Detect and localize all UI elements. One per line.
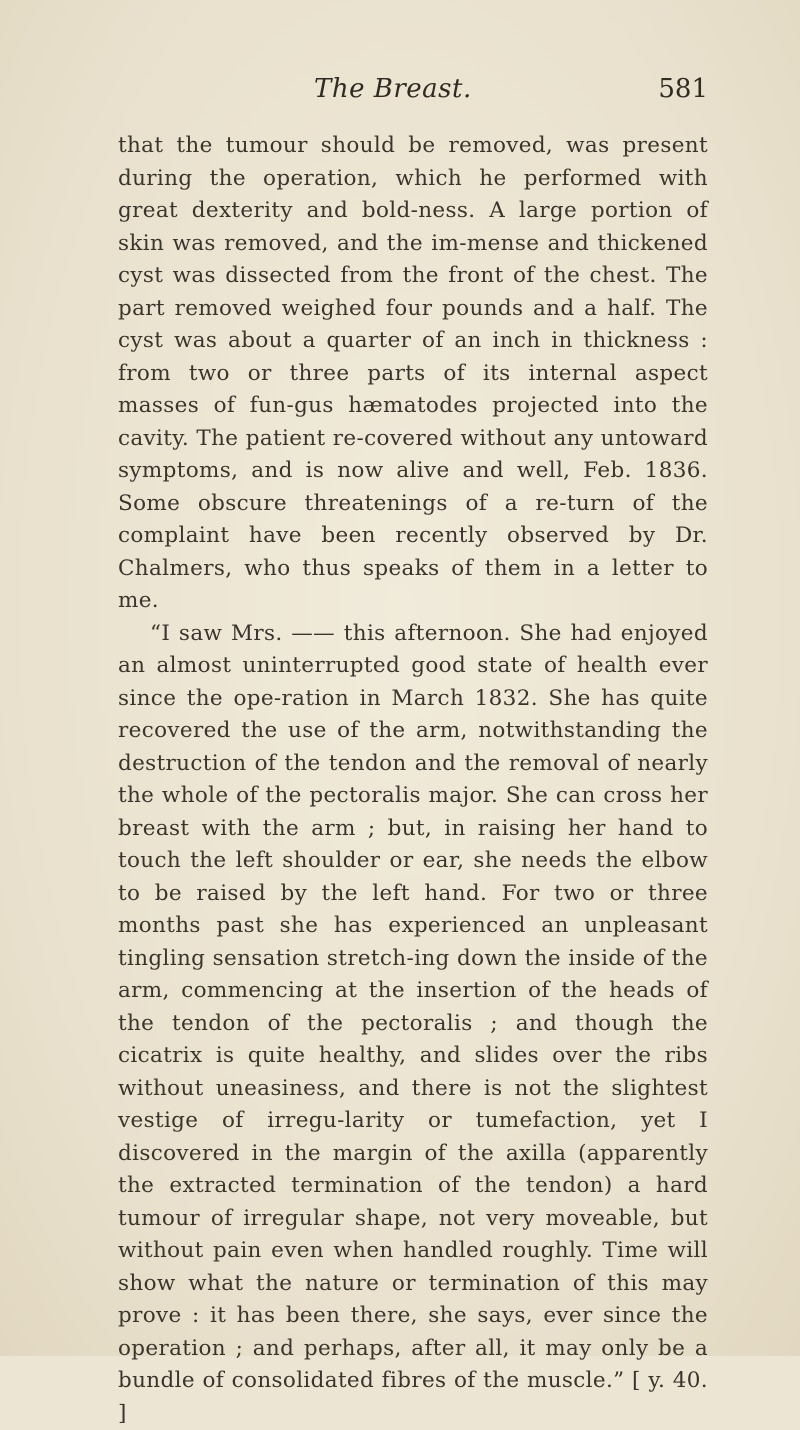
running-title: The Breast. <box>314 74 472 104</box>
body-text <box>118 130 708 1430</box>
paragraph-quoted-letter: “I saw Mrs. —— this afternoon. She had enjoyed an almost uninterrupted good state of health ever since the ope-ration in March 1832. She has quite recovered the use of the arm, notwithstanding the destruction of the tendon and the removal of nearly the whole of the pectoralis major. She can cross her breast with the arm ; but, in raising her hand to touch the left shoulder or ear, she needs the elbow to be raised by the left hand. For two or three months past she has experienced an unpleasant tingling sensation stretch-ing down the inside of the arm, commencing at the insertion of the heads of the tendon of the pectoralis ; and though the cicatrix is quite healthy, and slides over the ribs without uneasiness, and there is not the slightest vestige of irregu-larity or tumefaction, yet I discovered in the margin of the axilla (apparently the extracted termination of the tendon) a hard tumour of irregular shape, not very moveable, but without pain even when handled roughly. Time will show what the nature or termination of this may prove : it has been there, she says, ever since the operation ; and perhaps, after all, it may only be a bundle of consolidated fibres of the muscle.” [ y. 40. ] <box>118 618 708 1430</box>
paragraph-case-report: that the tumour should be removed, was present during the operation, which he performed with great dexterity and bold-ness. A large portion of skin was removed, and the im-mense and thickened cyst was dissected from the front of the chest. The part removed weighed four pounds and a half. The cyst was about a quarter of an inch in thickness : from two or three parts of its internal aspect masses of fun-gus hæmatodes projected into the cavity. The patient re-covered without any untoward symptoms, and is now alive and well, Feb. 1836. Some obscure threatenings of a re-turn of the complaint have been recently observed by Dr. Chalmers, who thus speaks of them in a letter to me. <box>118 130 708 618</box>
page-number: 581 <box>658 74 708 104</box>
running-head <box>118 70 708 110</box>
